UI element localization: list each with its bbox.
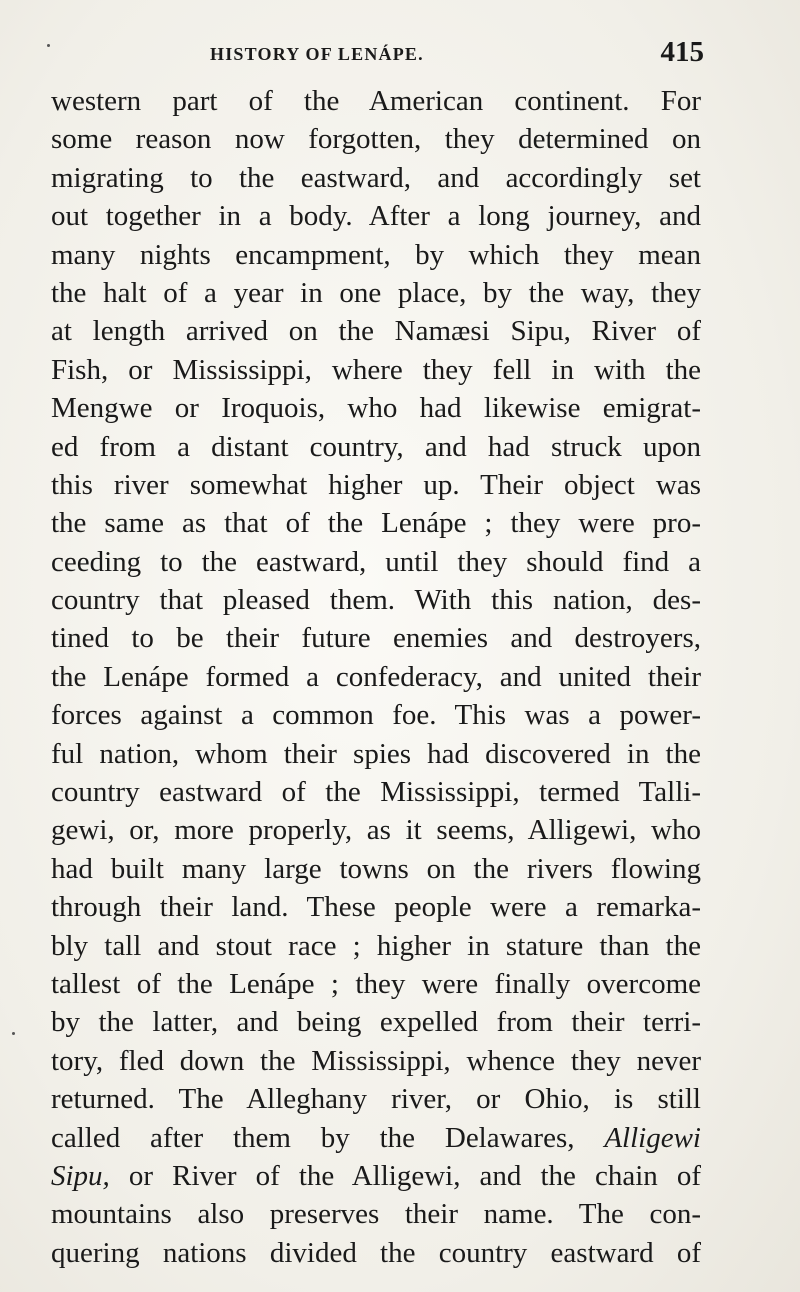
text-segment: called after them by the Delawares, bbox=[51, 1121, 605, 1154]
text-line bbox=[51, 120, 701, 158]
text-segment: bly tall and stout race ; higher in stature than the bbox=[51, 929, 701, 962]
text-segment: gewi, or, more properly, as it seems, Alligewi, who bbox=[51, 814, 701, 847]
text-line bbox=[51, 1234, 701, 1272]
text-line bbox=[51, 428, 701, 466]
text-line bbox=[51, 82, 701, 120]
text-segment: country that pleased them. With this nation, des- bbox=[51, 584, 701, 617]
text-segment: out together in a body. After a long journey, and bbox=[51, 200, 701, 233]
text-segment: tined to be their future enemies and destroyers, bbox=[51, 622, 701, 655]
print-speck bbox=[12, 1032, 15, 1035]
text-segment: forces against a common foe. This was a power- bbox=[51, 699, 701, 732]
text-line bbox=[51, 696, 701, 734]
text-segment: ful nation, whom their spies had discovered in the bbox=[51, 737, 701, 770]
text-segment: by the latter, and being expelled from their terri- bbox=[51, 1006, 701, 1039]
text-segment: quering nations divided the country eastward of bbox=[51, 1236, 701, 1269]
text-segment: had built many large towns on the rivers flowing bbox=[51, 852, 701, 885]
text-segment: the Lenápe formed a confederacy, and united their bbox=[51, 660, 701, 693]
text-segment: ceeding to the eastward, until they should find a bbox=[51, 545, 701, 578]
text-line bbox=[51, 927, 701, 965]
text-segment: some reason now forgotten, they determined on bbox=[51, 123, 701, 156]
text-segment: migrating to the eastward, and accordingly set bbox=[51, 161, 701, 194]
text-segment: tory, fled down the Mississippi, whence they never bbox=[51, 1044, 701, 1077]
text-line bbox=[51, 965, 701, 1003]
text-line bbox=[51, 312, 701, 350]
text-segment: the same as that of the Lenápe ; they were pro- bbox=[51, 507, 701, 540]
text-line bbox=[51, 543, 701, 581]
body-text bbox=[51, 82, 701, 1272]
text-line bbox=[51, 888, 701, 926]
italic-text-segment: Alligewi bbox=[604, 1121, 701, 1154]
text-segment: or River of the Alligewi, and the chain of bbox=[109, 1159, 701, 1192]
text-segment: returned. The Alleghany river, or Ohio, is still bbox=[51, 1083, 701, 1116]
text-line bbox=[51, 159, 701, 197]
text-line bbox=[51, 389, 701, 427]
text-segment: western part of the American continent. For bbox=[51, 85, 701, 117]
running-head bbox=[0, 34, 800, 74]
running-title: HISTORY OF LENÁPE. bbox=[210, 44, 424, 64]
page-number: 415 bbox=[660, 36, 704, 68]
text-segment: this river somewhat higher up. Their object was bbox=[51, 468, 701, 501]
text-segment: the halt of a year in one place, by the way, they bbox=[51, 276, 701, 309]
text-line bbox=[51, 274, 701, 312]
text-segment: Mengwe or Iroquois, who had likewise emigrat- bbox=[51, 392, 701, 425]
text-line bbox=[51, 351, 701, 389]
text-line bbox=[51, 1080, 701, 1118]
text-line bbox=[51, 850, 701, 888]
text-line bbox=[51, 504, 701, 542]
text-line bbox=[51, 1003, 701, 1041]
text-segment: country eastward of the Mississippi, termed Talli- bbox=[51, 776, 701, 809]
italic-text-segment: Sipu, bbox=[51, 1159, 110, 1192]
text-line bbox=[51, 1157, 701, 1195]
text-line bbox=[51, 811, 701, 849]
text-segment: mountains also preserves their name. The con- bbox=[51, 1198, 701, 1231]
text-segment: ed from a distant country, and had struck upon bbox=[51, 430, 701, 463]
text-segment: through their land. These people were a remarka- bbox=[51, 891, 701, 924]
text-line bbox=[51, 619, 701, 657]
text-segment: tallest of the Lenápe ; they were finally overcome bbox=[51, 967, 701, 1000]
text-line bbox=[51, 581, 701, 619]
text-line bbox=[51, 1042, 701, 1080]
text-line bbox=[51, 236, 701, 274]
text-line bbox=[51, 1119, 701, 1157]
text-segment: many nights encampment, by which they mean bbox=[51, 238, 701, 271]
text-line bbox=[51, 658, 701, 696]
text-line bbox=[51, 197, 701, 235]
text-line bbox=[51, 1195, 701, 1233]
text-segment: Fish, or Mississippi, where they fell in with the bbox=[51, 353, 701, 386]
text-segment: at length arrived on the Namæsi Sipu, River of bbox=[51, 315, 701, 348]
text-line bbox=[51, 466, 701, 504]
print-speck bbox=[47, 44, 50, 47]
text-line bbox=[51, 735, 701, 773]
text-line bbox=[51, 773, 701, 811]
